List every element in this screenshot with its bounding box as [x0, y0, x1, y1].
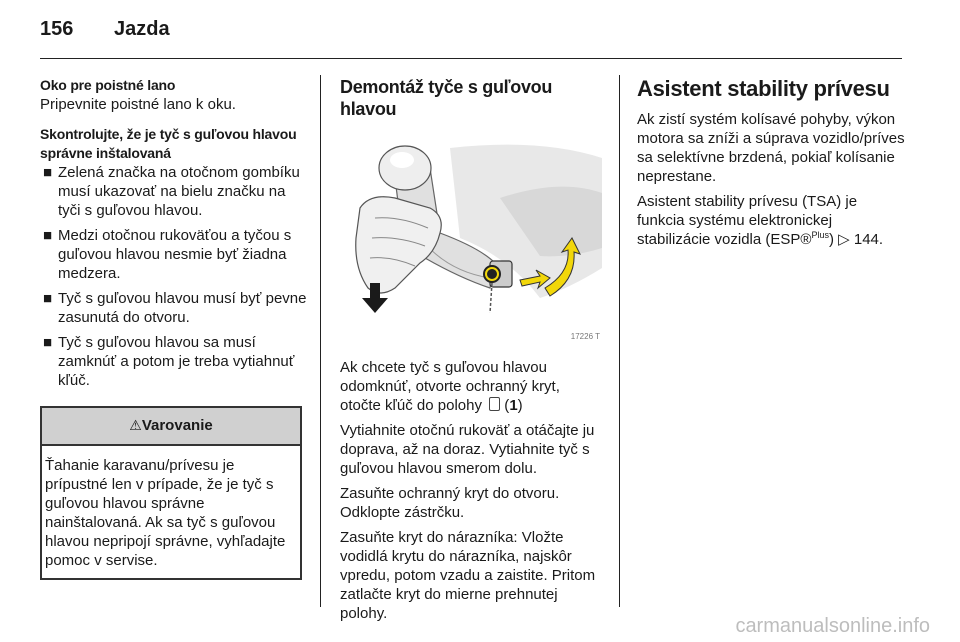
- list-item: ■ Tyč s guľovou hlavou musí byť pevne zasunutá do otvoru.: [43, 290, 307, 326]
- bullet-square-icon: ■: [43, 290, 53, 307]
- paragraph-bumper-cover: Zasuňte kryt do nárazníka: Vložte vodidlá krytu do nárazníka, najskôr vpredu, potom vzadu a zaistite. Pritom zatlačte kryt do mierne prehnutej polohy.: [340, 529, 596, 622]
- column-left: [40, 76, 308, 580]
- towbar-illustration-svg: [340, 138, 602, 346]
- column-divider-2: [619, 75, 620, 607]
- paragraph-pull-handle: Vytiahnite otočnú rukoväť a otáčajte ju doprava, až na doraz. Vytiahnite tyč s guľovou hlavou smerom dolu.: [340, 422, 595, 477]
- list-item: ■ Tyč s guľovou hlavou sa musí zamknúť a potom je treba vytiahnuť kľúč.: [43, 334, 295, 389]
- section-title-check-install: Skontrolujte, že je tyč s guľovou hlavou správne inštalovaná: [40, 126, 297, 161]
- bullet-square-icon: ■: [43, 164, 53, 181]
- warning-text: Ťahanie karavanu/prívesu je prípustné len v prípade, že je tyč s guľovou hlavou správne nainštalovaná. Ak sa tyč s guľovou hlavou nepripojí správne, vyhľadajte pomoc v servise.: [45, 457, 286, 569]
- figure-code: 17226 T: [570, 332, 600, 341]
- section-title-trailer-stability: Asistent stability prívesu: [637, 76, 890, 101]
- list-item: ■ Zelená značka na otočnom gombíku musí ukazovať na bielu značku na tyči s guľovou hlavou.: [43, 164, 300, 219]
- page-number: 156: [40, 18, 74, 40]
- section-title-safety-cable: Oko pre poistné lano: [40, 77, 176, 93]
- column-middle: [340, 76, 602, 623]
- warning-header: [42, 408, 300, 446]
- key-position-icon: [489, 397, 500, 411]
- check-list: [40, 163, 308, 390]
- warning-triangle-icon: ⚠: [129, 417, 142, 433]
- list-item: ■ Medzi otočnou rukoväťou a tyčou s guľovou hlavou nesmie byť žiadna medzera.: [43, 227, 292, 282]
- page-header: [40, 18, 170, 41]
- paragraph-unlock: Ak chcete tyč s guľovou hlavou odomknúť, otvorte ochranný kryt, otočte kľúč do polohy (1): [340, 359, 560, 414]
- bullet-square-icon: ■: [43, 227, 53, 244]
- column-right: [637, 76, 907, 249]
- warning-title: Varovanie: [141, 417, 213, 434]
- paragraph-tsa-function: Asistent stability prívesu (TSA) je funkcia systému elektronickej stabilizácie vozidla (ESP®$^{Plus}$) ▷ 144.: [637, 193, 884, 248]
- watermark: carmanualsonline.info: [735, 615, 930, 637]
- page-reference-link[interactable]: 144.: [853, 231, 884, 248]
- bullet-square-icon: ■: [43, 334, 53, 351]
- column-divider-1: [320, 75, 321, 607]
- warning-box: [40, 406, 302, 580]
- chapter-title: Jazda: [114, 18, 170, 40]
- paragraph-insert-cover: Zasuňte ochranný kryt do otvoru. Odklopte zástrčku.: [340, 485, 560, 521]
- header-rule: [40, 58, 902, 59]
- towbar-removal-illustration: [340, 138, 602, 346]
- page-reference-arrow-icon: ▷: [838, 231, 850, 248]
- section-title-removal: Demontáž tyče s guľovou hlavou: [340, 77, 553, 119]
- section-text-safety-cable: Pripevnite poistné lano k oku.: [40, 96, 236, 113]
- paragraph-tsa-behavior: Ak zistí systém kolísavé pohyby, výkon motora sa zníži a súprava vozidlo/príves sa selektívne brzdená, pokiaľ kolísanie neprestane.: [637, 111, 905, 185]
